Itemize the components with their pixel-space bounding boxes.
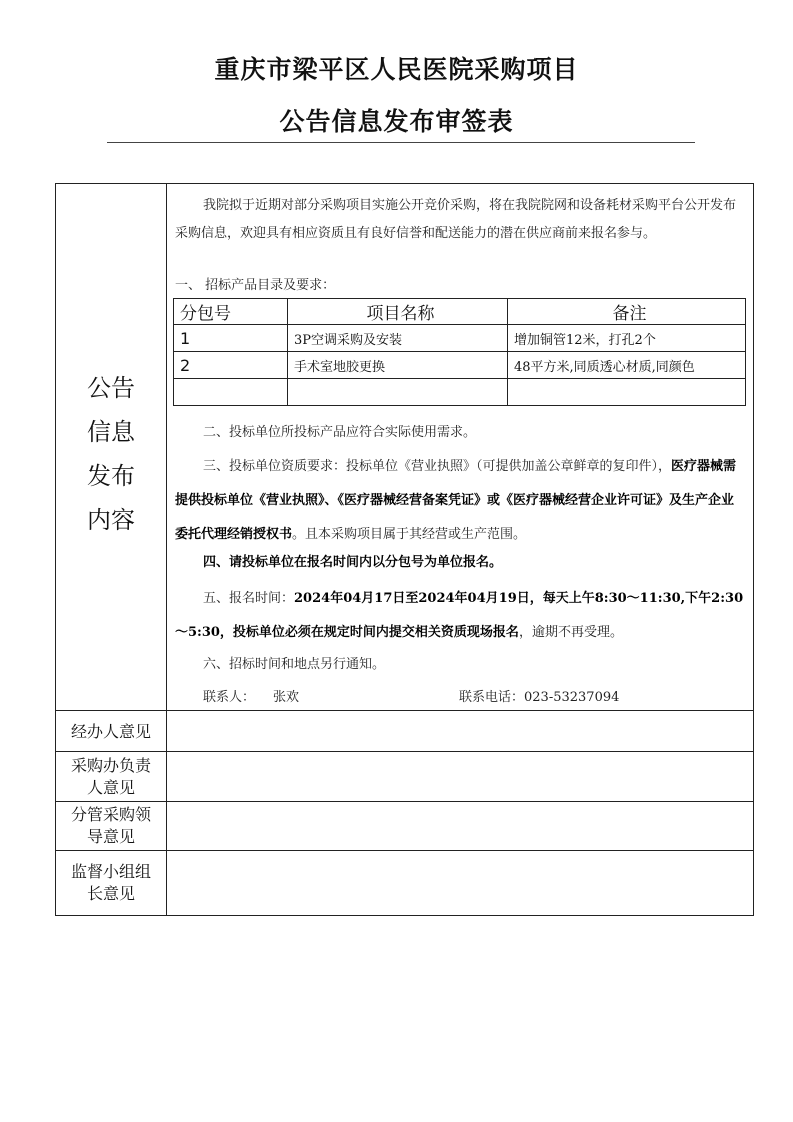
cell-remark	[508, 379, 746, 406]
cell-package-no: 1	[174, 325, 288, 352]
item5-paragraph: 五、报名时间：2024年04月17日至2024年04月19日，每天上午8:30～11:30,下午2:30～5:30，投标单位必须在规定时间内提交相关资质现场报名，逾期不再受理。	[175, 591, 744, 640]
approval-form-table	[55, 183, 754, 916]
item2-paragraph: 二、投标单位所投标产品应符合实际使用需求。	[203, 425, 477, 440]
product-list-table	[173, 298, 746, 406]
intro-paragraph: 我院拟于近期对部分采购项目实施公开竞价采购，将在我院院网和设备耗材采购平台公开发布采购信息，欢迎具有相应资质且有良好信誉和配送能力的潜在供应商前来报名参与。	[175, 198, 737, 241]
contact-line: 联系人： 张欢 联系电话：023-53237094	[203, 690, 620, 705]
item1-heading: 一、 招标产品目录及要求：	[175, 278, 336, 293]
handler-opinion-field[interactable]	[167, 711, 753, 751]
handler-opinion-label: 经办人意见	[70, 722, 151, 741]
procurement-office-opinion-label: 采购办负责 人意见	[70, 756, 151, 797]
cell-package-no	[174, 379, 288, 406]
procurement-office-opinion-field[interactable]	[167, 752, 753, 801]
cell-remark: 48平方米,同质透心材质,同颜色	[508, 352, 746, 379]
table-header-row	[174, 299, 746, 325]
supervising-leader-opinion-field[interactable]	[167, 802, 753, 850]
document-title-line2: 公告信息发布审签表	[279, 107, 514, 136]
item4-paragraph: 四、请投标单位在报名时间内以分包号为单位报名。	[203, 555, 503, 570]
header-remark: 备注	[508, 299, 746, 325]
table-row	[174, 325, 746, 352]
announcement-content-label: 公告 信息 发布 内容	[87, 374, 135, 534]
table-row	[174, 379, 746, 406]
cell-remark: 增加铜管12米，打孔2个	[508, 325, 746, 352]
contact-phone: 联系电话：023-53237094	[459, 690, 620, 705]
title-divider	[107, 142, 695, 143]
cell-project-name: 3P空调采购及安装	[288, 325, 508, 352]
item3-paragraph: 三、投标单位资质要求：投标单位《营业执照》（可提供加盖公章鲜章的复印件），医疗器械需提供投标单位《营业执照》、《医疗器械经营备案凭证》或《医疗器械经营企业许可证》及生产企业委托代理经销授权书。且本采购项目属于其经营或生产范围。	[175, 459, 737, 542]
header-project-name: 项目名称	[288, 299, 508, 325]
header-package-no: 分包号	[174, 299, 288, 325]
item6-paragraph: 六、招标时间和地点另行通知。	[203, 657, 386, 672]
supervision-group-opinion-field[interactable]	[167, 851, 753, 915]
supervision-group-opinion-label: 监督小组组 长意见	[70, 862, 151, 903]
cell-package-no: 2	[174, 352, 288, 379]
cell-project-name	[288, 379, 508, 406]
contact-name: 张欢	[273, 690, 300, 705]
table-row	[174, 352, 746, 379]
supervising-leader-opinion-label: 分管采购领 导意见	[70, 805, 151, 846]
cell-project-name: 手术室地胶更换	[288, 352, 508, 379]
document-title-line1: 重庆市梁平区人民医院采购项目	[214, 55, 579, 84]
